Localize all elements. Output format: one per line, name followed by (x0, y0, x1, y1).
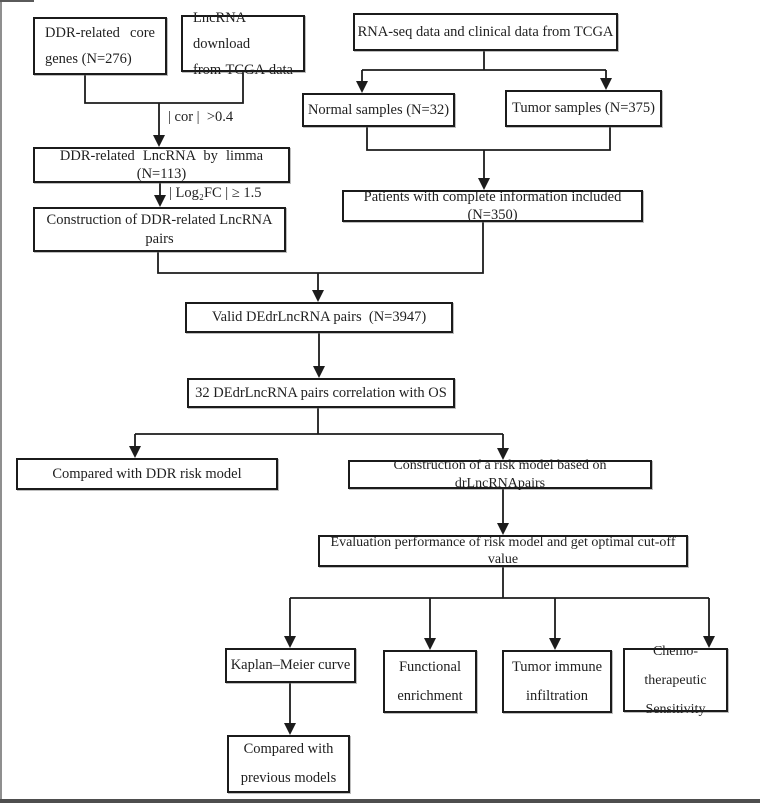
scan-edge-left (0, 0, 2, 803)
node-text-line: LncRNA download (193, 9, 251, 52)
node-ddr-lncrna-limma: DDR-related LncRNA by limma (N=113) (33, 147, 290, 183)
node-tumor-samples: Tumor samples (N=375) (505, 90, 662, 127)
node-text-line: enrichment (397, 687, 463, 704)
node-patients-complete-info: Patients with complete information included (N=350) (342, 190, 643, 222)
node-compared-ddr-risk-model: Compared with DDR risk model (16, 458, 278, 490)
node-text-line: Compared with (243, 741, 334, 757)
node-construction-ddr-lncrna-pairs: Construction of DDR-related LncRNA pairs (33, 207, 286, 252)
node-text-line: infiltration (525, 687, 588, 704)
scan-edge-top (0, 0, 34, 2)
flow-line-eval-split (290, 567, 709, 598)
flow-line-os-split (135, 408, 503, 434)
node-tumor-immune-infiltration (502, 650, 612, 713)
node-chemo-therapeutic-sensitivity (623, 643, 728, 717)
node-risk-model-construction: Construction of a risk model based on drLncRNApairs (348, 460, 652, 489)
flow-line-tcga-split (362, 51, 606, 70)
node-functional-enrichment (383, 650, 477, 713)
node-evaluation-risk-model: Evaluation performance of risk model and get optimal cut-off value (318, 535, 688, 567)
node-dedrlncrna-pairs-os: 32 DEdrLncRNA pairs correlation with OS (187, 378, 455, 408)
scan-edge-bottom (0, 799, 760, 803)
edge-label-cor-threshold: | cor | >0.4 (168, 109, 234, 125)
node-kaplan-meier-curve: Kaplan–Meier curve (225, 648, 356, 683)
node-text-line: Tumor immune (511, 658, 603, 675)
node-text-line: Chemo-therapeutic (644, 643, 707, 688)
node-compared-previous-models (227, 735, 350, 793)
node-text-line: Sensitivity (645, 701, 706, 717)
flow-line-samples-merge (367, 127, 610, 150)
edge-label-log2fc-threshold: | Log₂FC | ≥ 1.5 (169, 185, 262, 201)
node-ddr-core-genes (33, 17, 167, 75)
node-valid-dedrlncrna-pairs: Valid DEdrLncRNA pairs (N=3947) (185, 302, 453, 333)
node-rnaseq-clinical-tcga: RNA-seq data and clinical data from TCGA (353, 13, 618, 51)
node-text-line: from TCGA data (193, 61, 293, 78)
node-text-line: DDR-related core (45, 25, 155, 41)
node-text-line: Functional (398, 658, 462, 675)
node-lncrna-download (181, 9, 305, 78)
node-text-line: previous models (240, 770, 337, 786)
node-normal-samples: Normal samples (N=32) (302, 93, 455, 127)
node-text-line: genes (N=276) (45, 51, 132, 67)
